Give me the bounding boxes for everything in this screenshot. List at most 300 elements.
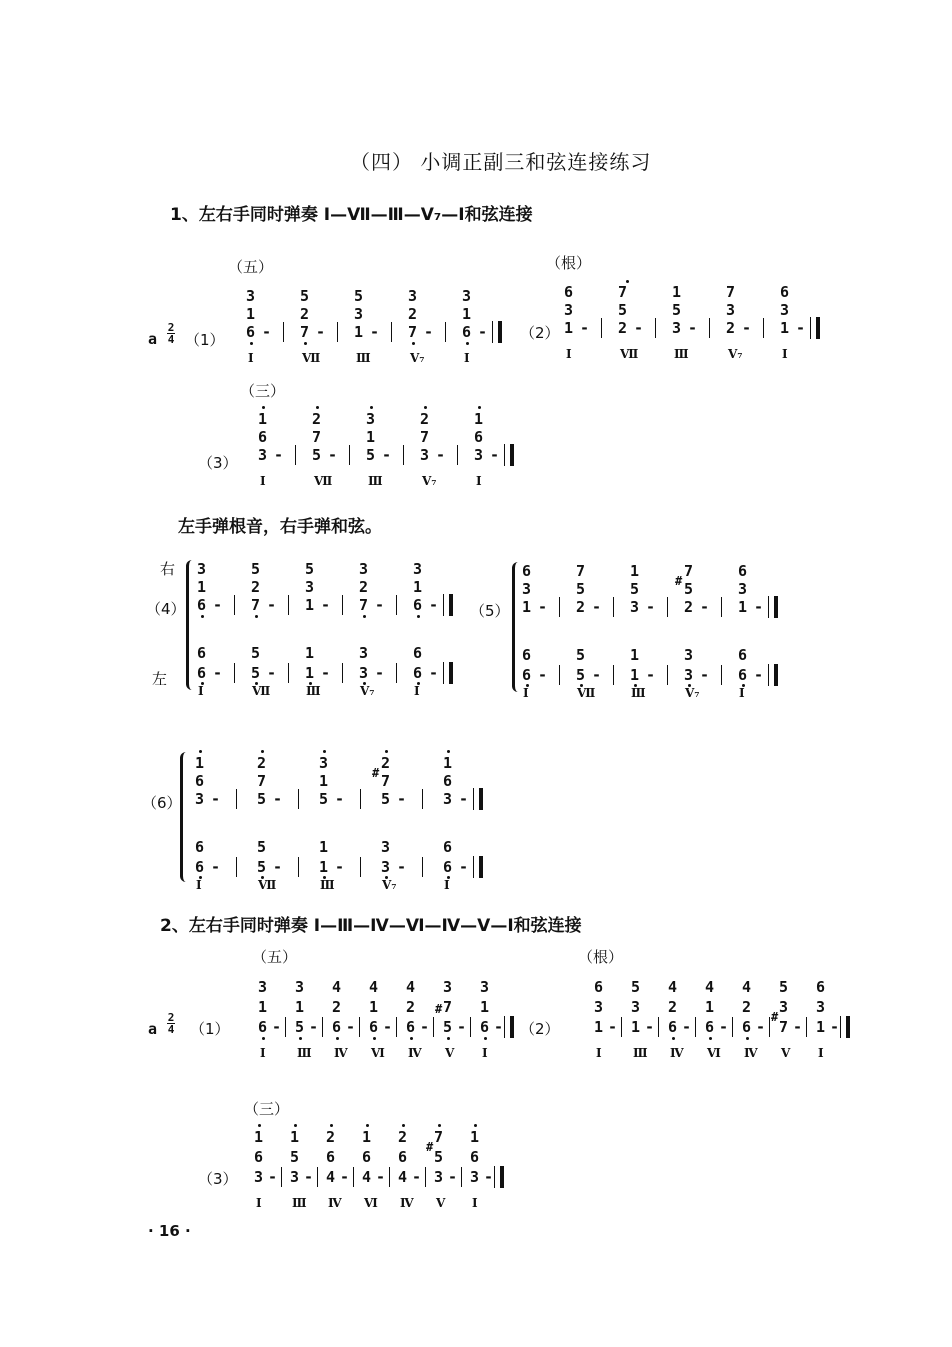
- note: 5: [443, 1018, 453, 1036]
- roman-numeral: Ⅰ: [596, 1046, 602, 1060]
- dash: -: [335, 790, 345, 808]
- roman-numeral: V₇: [382, 878, 397, 892]
- dash: -: [268, 1168, 278, 1186]
- dash: -: [397, 858, 407, 876]
- roman-numeral: Ⅰ: [472, 1196, 478, 1210]
- note: 7: [434, 1128, 444, 1146]
- barline: [285, 1017, 286, 1037]
- dash: -: [424, 323, 434, 341]
- barline: [236, 857, 237, 877]
- roman-numeral: Ⅵ: [364, 1196, 378, 1210]
- octave-dot: [370, 406, 373, 409]
- note: 6: [197, 644, 207, 662]
- roman-numeral: Ⅰ: [260, 474, 266, 488]
- roman-numeral: Ⅵ: [371, 1046, 385, 1060]
- brace: [512, 562, 521, 692]
- barline: [667, 665, 668, 685]
- barline: [322, 1017, 323, 1037]
- octave-dot: [304, 342, 307, 345]
- note: 6: [462, 323, 472, 341]
- note: 6: [197, 596, 207, 614]
- barline: [504, 444, 505, 466]
- roman-numeral: Ⅳ: [328, 1196, 342, 1210]
- note: 6: [195, 858, 205, 876]
- note: 6: [780, 283, 790, 301]
- note: 6: [195, 772, 205, 790]
- barline: [473, 856, 474, 878]
- note: 6: [413, 664, 423, 682]
- note: 5: [319, 790, 329, 808]
- note: 6: [705, 1018, 715, 1036]
- dash: -: [592, 666, 602, 684]
- example-label: （3）: [198, 454, 238, 472]
- dash: -: [267, 596, 277, 614]
- instruction-text: 左手弹根音，右手弹和弦。: [178, 517, 382, 537]
- brace: [186, 560, 195, 690]
- note: 6: [738, 646, 748, 664]
- note: 1: [631, 1018, 641, 1036]
- barline: [667, 597, 668, 617]
- roman-numeral: Ⅳ: [408, 1046, 422, 1060]
- barline: [443, 662, 444, 684]
- note: 5: [434, 1148, 444, 1166]
- example-label: （1）: [185, 331, 225, 349]
- roman-numeral: V₇: [685, 686, 700, 700]
- note: 1: [319, 772, 329, 790]
- note: 4: [369, 978, 379, 996]
- dash: -: [700, 598, 710, 616]
- octave-dot: [261, 750, 264, 753]
- octave-dot: [474, 1124, 477, 1127]
- barline: [559, 665, 560, 685]
- note: 5: [251, 664, 261, 682]
- octave-dot: [626, 280, 629, 283]
- note: 3: [258, 446, 268, 464]
- barline: [349, 445, 350, 465]
- note: 1: [197, 578, 207, 596]
- octave-dot: [262, 1037, 265, 1040]
- note: 4: [705, 978, 715, 996]
- barline: [621, 1017, 622, 1037]
- roman-numeral: Ⅲ: [674, 347, 689, 361]
- roman-numeral: Ⅲ: [368, 474, 383, 488]
- barline: [317, 1167, 318, 1187]
- dash: -: [793, 1018, 803, 1036]
- dash: -: [429, 664, 439, 682]
- roman-numeral: Ⅰ: [196, 878, 202, 892]
- sharp-sign: #: [675, 574, 683, 588]
- note: 5: [312, 446, 322, 464]
- note: 3: [522, 580, 532, 598]
- barline: [768, 596, 769, 618]
- dash: -: [490, 446, 500, 464]
- note: 5: [576, 666, 586, 684]
- note: 3: [630, 598, 640, 616]
- note: 2: [381, 754, 391, 772]
- note: 1: [354, 323, 364, 341]
- roman-numeral: V₇: [422, 474, 437, 488]
- roman-numeral: Ⅰ: [198, 684, 204, 698]
- barline: [443, 594, 444, 616]
- note: 1: [254, 1128, 264, 1146]
- note: 6: [474, 428, 484, 446]
- dash: -: [382, 446, 392, 464]
- note: 2: [332, 998, 342, 1016]
- dash: -: [645, 1018, 655, 1036]
- note: 5: [672, 301, 682, 319]
- note: 5: [684, 580, 694, 598]
- note: 5: [631, 978, 641, 996]
- note: 6: [332, 1018, 342, 1036]
- note: 5: [576, 580, 586, 598]
- barline: [559, 597, 560, 617]
- roman-numeral: V₇: [410, 351, 425, 365]
- octave-dot: [336, 1037, 339, 1040]
- note: 6: [594, 978, 604, 996]
- roman-numeral: Ⅳ: [400, 1196, 414, 1210]
- note: 6: [443, 838, 453, 856]
- note: 3: [413, 560, 423, 578]
- barline: [281, 1167, 282, 1187]
- note: 6: [246, 323, 256, 341]
- note: 1: [258, 998, 268, 1016]
- key-letter: a: [148, 330, 158, 348]
- final-barline: [500, 1166, 504, 1188]
- sharp-sign: #: [426, 1140, 434, 1154]
- position-label: （五）: [228, 258, 274, 276]
- note: 6: [738, 562, 748, 580]
- note: 1: [462, 305, 472, 323]
- note: 6: [443, 858, 453, 876]
- barline: [613, 665, 614, 685]
- barline: [359, 1017, 360, 1037]
- octave-dot: [385, 750, 388, 753]
- octave-dot: [330, 1124, 333, 1127]
- dash: -: [328, 446, 338, 464]
- note: 3: [258, 978, 268, 996]
- note: 3: [420, 446, 430, 464]
- note: 5: [251, 644, 261, 662]
- right-hand-label: 右: [160, 560, 176, 578]
- octave-dot: [410, 1037, 413, 1040]
- roman-numeral: Ⅰ: [444, 878, 450, 892]
- dash: -: [580, 319, 590, 337]
- note: 3: [779, 998, 789, 1016]
- note: 6: [398, 1148, 408, 1166]
- roman-numeral: Ⅰ: [464, 351, 470, 365]
- note: 1: [319, 838, 329, 856]
- part1-heading: 1、左右手同时弹奏 Ⅰ—Ⅶ—Ⅲ—V₇—Ⅰ和弦连接: [170, 205, 533, 225]
- note: 6: [326, 1148, 336, 1166]
- roman-numeral: Ⅶ: [302, 351, 321, 365]
- note: 7: [300, 323, 310, 341]
- note: 5: [257, 790, 267, 808]
- barline: [470, 1017, 471, 1037]
- roman-numeral: Ⅰ: [260, 1046, 266, 1060]
- note: 2: [326, 1128, 336, 1146]
- note: 3: [359, 644, 369, 662]
- octave-dot: [201, 615, 204, 618]
- octave-dot: [366, 1124, 369, 1127]
- octave-dot: [447, 1037, 450, 1040]
- note: 3: [246, 287, 256, 305]
- dash: -: [608, 1018, 618, 1036]
- octave-dot: [323, 750, 326, 753]
- dash: -: [375, 664, 385, 682]
- note: 2: [312, 410, 322, 428]
- note: 3: [195, 790, 205, 808]
- roman-numeral: V₇: [360, 684, 375, 698]
- note: 1: [443, 754, 453, 772]
- barline: [601, 318, 602, 338]
- dash: -: [370, 323, 380, 341]
- barline: [425, 1167, 426, 1187]
- note: 3: [816, 998, 826, 1016]
- dash: -: [273, 790, 283, 808]
- octave-dot: [258, 1124, 261, 1127]
- roman-numeral: Ⅶ: [577, 686, 596, 700]
- octave-dot: [363, 615, 366, 618]
- dash: -: [375, 596, 385, 614]
- roman-numeral: V: [436, 1196, 446, 1210]
- dash: -: [634, 319, 644, 337]
- dash: -: [592, 598, 602, 616]
- note: 7: [576, 562, 586, 580]
- note: 3: [366, 410, 376, 428]
- note: 4: [398, 1168, 408, 1186]
- barline: [422, 857, 423, 877]
- roman-numeral: Ⅰ: [818, 1046, 824, 1060]
- note: 3: [354, 305, 364, 323]
- dash: -: [321, 596, 331, 614]
- note: 5: [257, 858, 267, 876]
- note: 3: [631, 998, 641, 1016]
- sharp-sign: #: [771, 1010, 779, 1024]
- barline: [360, 857, 361, 877]
- dash: -: [538, 598, 548, 616]
- position-label: （三）: [240, 382, 286, 400]
- note: 4: [362, 1168, 372, 1186]
- note: 5: [290, 1148, 300, 1166]
- barline: [494, 1166, 495, 1188]
- key-letter: a: [148, 1020, 158, 1038]
- note: 4: [326, 1168, 336, 1186]
- note: 1: [816, 1018, 826, 1036]
- note: 2: [251, 578, 261, 596]
- note: 2: [618, 319, 628, 337]
- note: 6: [406, 1018, 416, 1036]
- dash: -: [213, 596, 223, 614]
- roman-numeral: Ⅳ: [744, 1046, 758, 1060]
- dash: -: [646, 598, 656, 616]
- barline: [433, 1017, 434, 1037]
- note: 1: [738, 598, 748, 616]
- sharp-sign: #: [372, 766, 380, 780]
- dash: -: [448, 1168, 458, 1186]
- example-label: （4）: [146, 600, 186, 618]
- dash: -: [340, 1168, 350, 1186]
- roman-numeral: Ⅳ: [670, 1046, 684, 1060]
- note: 3: [319, 754, 329, 772]
- octave-dot: [417, 615, 420, 618]
- position-label: （五）: [252, 948, 298, 966]
- roman-numeral: Ⅰ: [739, 686, 745, 700]
- dash: -: [436, 446, 446, 464]
- roman-numeral: Ⅲ: [297, 1046, 312, 1060]
- roman-numeral: Ⅲ: [633, 1046, 648, 1060]
- dash: -: [309, 1018, 319, 1036]
- note: 3: [197, 560, 207, 578]
- dash: -: [383, 1018, 393, 1036]
- barline: [461, 1167, 462, 1187]
- barline: [806, 1017, 807, 1037]
- roman-numeral: Ⅶ: [620, 347, 639, 361]
- example-label: （2）: [520, 324, 560, 342]
- note: 3: [470, 1168, 480, 1186]
- note: 5: [381, 790, 391, 808]
- final-barline: [774, 664, 778, 686]
- note: 1: [246, 305, 256, 323]
- octave-dot: [402, 1124, 405, 1127]
- barline: [445, 322, 446, 342]
- barline: [337, 322, 338, 342]
- dash: -: [478, 323, 488, 341]
- dash: -: [412, 1168, 422, 1186]
- note: 6: [522, 562, 532, 580]
- roman-numeral: Ⅶ: [258, 878, 277, 892]
- note: 2: [257, 754, 267, 772]
- note: 7: [251, 596, 261, 614]
- roman-numeral: Ⅲ: [356, 351, 371, 365]
- dash: -: [484, 1168, 494, 1186]
- note: 6: [413, 644, 423, 662]
- barline: [234, 663, 235, 683]
- roman-numeral: V: [781, 1046, 791, 1060]
- dash: -: [335, 858, 345, 876]
- barline: [658, 1017, 659, 1037]
- note: 3: [594, 998, 604, 1016]
- barline: [763, 318, 764, 338]
- barline: [769, 1017, 770, 1037]
- dash: -: [830, 1018, 840, 1036]
- section-title: （四） 小调正副三和弦连接练习: [350, 150, 652, 174]
- dash: -: [538, 666, 548, 684]
- note: 7: [312, 428, 322, 446]
- roman-numeral: Ⅲ: [320, 878, 335, 892]
- roman-numeral: Ⅶ: [252, 684, 271, 698]
- note: 5: [618, 301, 628, 319]
- note: 1: [705, 998, 715, 1016]
- note: 3: [443, 978, 453, 996]
- roman-numeral: Ⅶ: [314, 474, 333, 488]
- note: 2: [408, 305, 418, 323]
- octave-dot: [255, 615, 258, 618]
- dash: -: [267, 664, 277, 682]
- roman-numeral: Ⅲ: [292, 1196, 307, 1210]
- final-barline: [846, 1016, 850, 1038]
- note: 4: [406, 978, 416, 996]
- octave-dot: [299, 1037, 302, 1040]
- dash: -: [272, 1018, 282, 1036]
- note: 6: [254, 1148, 264, 1166]
- dash: -: [742, 319, 752, 337]
- roman-numeral: Ⅰ: [482, 1046, 488, 1060]
- octave-dot: [478, 406, 481, 409]
- note: 6: [480, 1018, 490, 1036]
- note: 5: [295, 1018, 305, 1036]
- final-barline: [449, 594, 453, 616]
- note: 1: [305, 596, 315, 614]
- note: 3: [305, 578, 315, 596]
- octave-dot: [447, 750, 450, 753]
- note: 6: [369, 1018, 379, 1036]
- barline: [810, 317, 811, 339]
- note: 5: [251, 560, 261, 578]
- final-barline: [449, 662, 453, 684]
- dash: -: [459, 858, 469, 876]
- note: 3: [564, 301, 574, 319]
- note: 1: [319, 858, 329, 876]
- octave-dot: [484, 1037, 487, 1040]
- dash: -: [211, 858, 221, 876]
- note: 1: [290, 1128, 300, 1146]
- note: 3: [462, 287, 472, 305]
- dash: -: [304, 1168, 314, 1186]
- brace: [180, 752, 189, 882]
- roman-numeral: Ⅰ: [248, 351, 254, 365]
- note: 2: [359, 578, 369, 596]
- note: 7: [684, 562, 694, 580]
- note: 2: [398, 1128, 408, 1146]
- barline: [732, 1017, 733, 1037]
- note: 2: [684, 598, 694, 616]
- note: 6: [413, 596, 423, 614]
- dash: -: [646, 666, 656, 684]
- dash: -: [754, 598, 764, 616]
- barline: [422, 789, 423, 809]
- note: 1: [564, 319, 574, 337]
- barline: [342, 595, 343, 615]
- note: 1: [305, 644, 315, 662]
- dash: -: [796, 319, 806, 337]
- note: 1: [470, 1128, 480, 1146]
- note: 3: [408, 287, 418, 305]
- dash: -: [700, 666, 710, 684]
- time-signature: 2 4: [167, 1011, 175, 1036]
- barline: [709, 318, 710, 338]
- barline: [288, 595, 289, 615]
- position-label: （三）: [244, 1100, 290, 1118]
- barline: [655, 318, 656, 338]
- octave-dot: [672, 1037, 675, 1040]
- note: 1: [474, 410, 484, 428]
- dash: -: [429, 596, 439, 614]
- octave-dot: [294, 1124, 297, 1127]
- note: 3: [738, 580, 748, 598]
- note: 2: [420, 410, 430, 428]
- note: 7: [443, 998, 453, 1016]
- note: 3: [290, 1168, 300, 1186]
- final-barline: [479, 856, 483, 878]
- dash: -: [754, 666, 764, 684]
- note: 1: [630, 666, 640, 684]
- dash: -: [321, 664, 331, 682]
- note: 1: [362, 1128, 372, 1146]
- barline: [768, 664, 769, 686]
- left-hand-label: 左: [152, 670, 168, 688]
- barline: [234, 595, 235, 615]
- position-label: （根）: [578, 948, 624, 966]
